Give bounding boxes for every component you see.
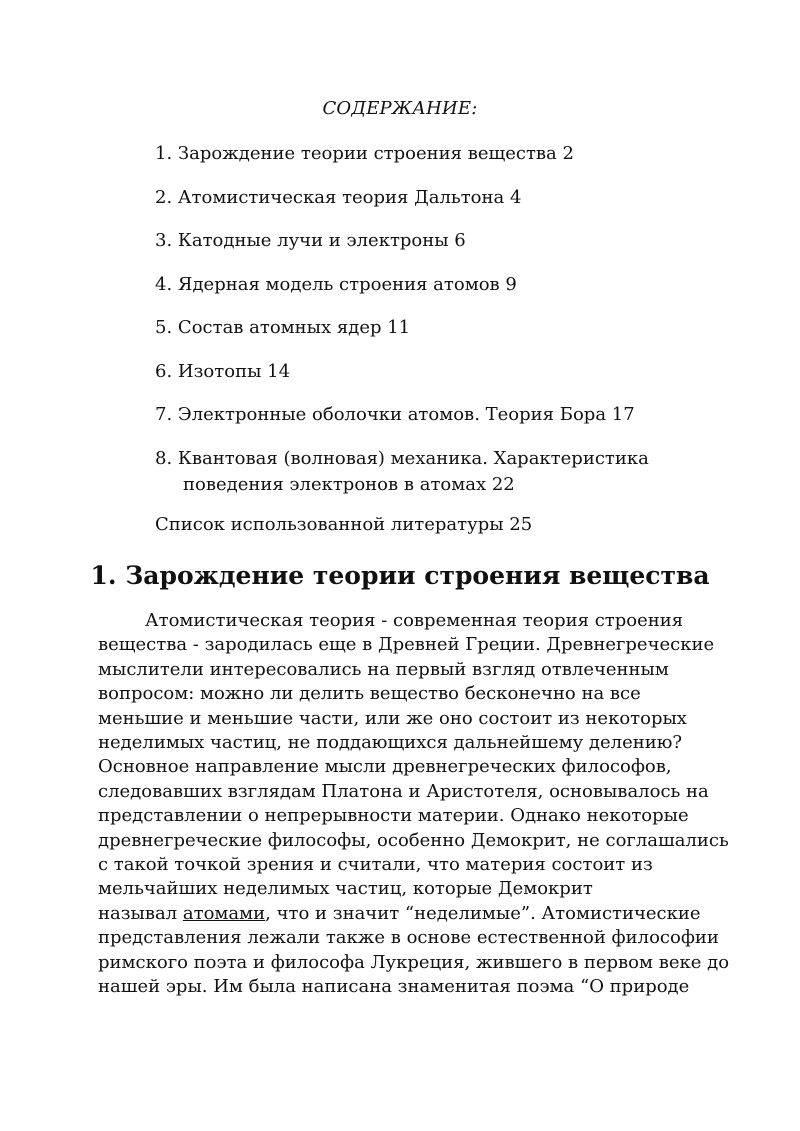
toc-item-text: Состав атомных ядер 11 — [177, 317, 411, 338]
paragraph-line: вопросом: можно ли делить вещество бесконечно на все — [98, 683, 641, 705]
toc-item-text: Зарождение теории строения вещества 2 — [177, 143, 574, 164]
toc-item-number: 6. — [155, 360, 173, 382]
toc-item-text: Атомистическая теория Дальтона 4 — [177, 186, 522, 208]
paragraph-line: неделимых частиц, не поддающихся дальнейшему делению? — [98, 732, 683, 754]
paragraph-line: римского поэта и философа Лукреция, жившего в первом веке до — [98, 951, 730, 973]
body-paragraph — [98, 609, 730, 1000]
toc-item — [155, 402, 675, 428]
paragraph-line: нашей эры. Им была написана знаменитая поэма “О природе — [98, 976, 690, 998]
paragraph-line: представлении о непрерывности материи. Однако некоторые — [98, 805, 689, 827]
paragraph-line: представления лежали также в основе естественной философии — [98, 927, 719, 949]
toc-item — [155, 315, 675, 341]
toc-title: СОДЕРЖАНИЕ: — [322, 98, 478, 119]
toc-item — [155, 141, 675, 167]
toc-item-number: 8. — [155, 447, 173, 469]
paragraph-line: мыслители интересовались на первый взгляд отвлеченным — [98, 658, 669, 680]
toc-item-text: Квантовая (волновая) механика. Характеристика поведения электронов в атомах 22 — [177, 447, 649, 495]
toc-item-number: 4. — [155, 273, 173, 295]
toc-item — [155, 228, 675, 254]
paragraph-line: вещества - зародилась еще в Древней Греции. Древнегреческие — [98, 634, 715, 656]
toc-item-number: 1. — [155, 143, 173, 164]
toc-references-entry: Список использованной литературы 25 — [155, 514, 533, 535]
toc-item-number: 2. — [155, 186, 173, 208]
toc-item-text: Изотопы 14 — [177, 360, 291, 382]
paragraph-line: следовавших взглядам Платона и Аристотеля, основывалось на — [98, 780, 709, 802]
paragraph-line: с такой точкой зрения и считали, что материя состоит из — [98, 854, 653, 876]
paragraph-text: называл — [98, 902, 183, 924]
toc-item-text: Ядерная модель строения атомов 9 — [177, 273, 517, 295]
toc-item — [155, 446, 675, 498]
toc-item-text: Катодные лучи и электроны 6 — [177, 230, 466, 251]
paragraph-line: меньшие и меньшие части, или же оно состоит из некоторых — [98, 707, 687, 729]
paragraph-line — [98, 902, 710, 926]
toc-item — [155, 185, 675, 211]
toc-list — [155, 141, 675, 515]
paragraph-text: , что и значит “неделимые”. Атомистические — [265, 902, 701, 924]
paragraph-line: мельчайших неделимых частиц, которые Демокрит — [98, 878, 593, 900]
toc-item-number: 7. — [155, 404, 173, 425]
toc-item-number: 3. — [155, 230, 173, 251]
atoms-link[interactable]: атомами — [182, 902, 266, 924]
paragraph-line: Атомистическая теория - современная теория строения — [145, 610, 684, 631]
toc-item — [155, 272, 675, 298]
paragraph-line: Основное направление мысли древнегреческих философов, — [98, 756, 672, 778]
toc-item-number: 5. — [155, 317, 173, 338]
paragraph-line: древнегреческие философы, особенно Демокрит, не соглашались — [98, 829, 729, 851]
toc-item-text: Электронные оболочки атомов. Теория Бора 17 — [177, 404, 635, 425]
section-heading: 1. Зарождение теории строения вещества — [90, 561, 710, 590]
toc-item — [155, 359, 675, 385]
